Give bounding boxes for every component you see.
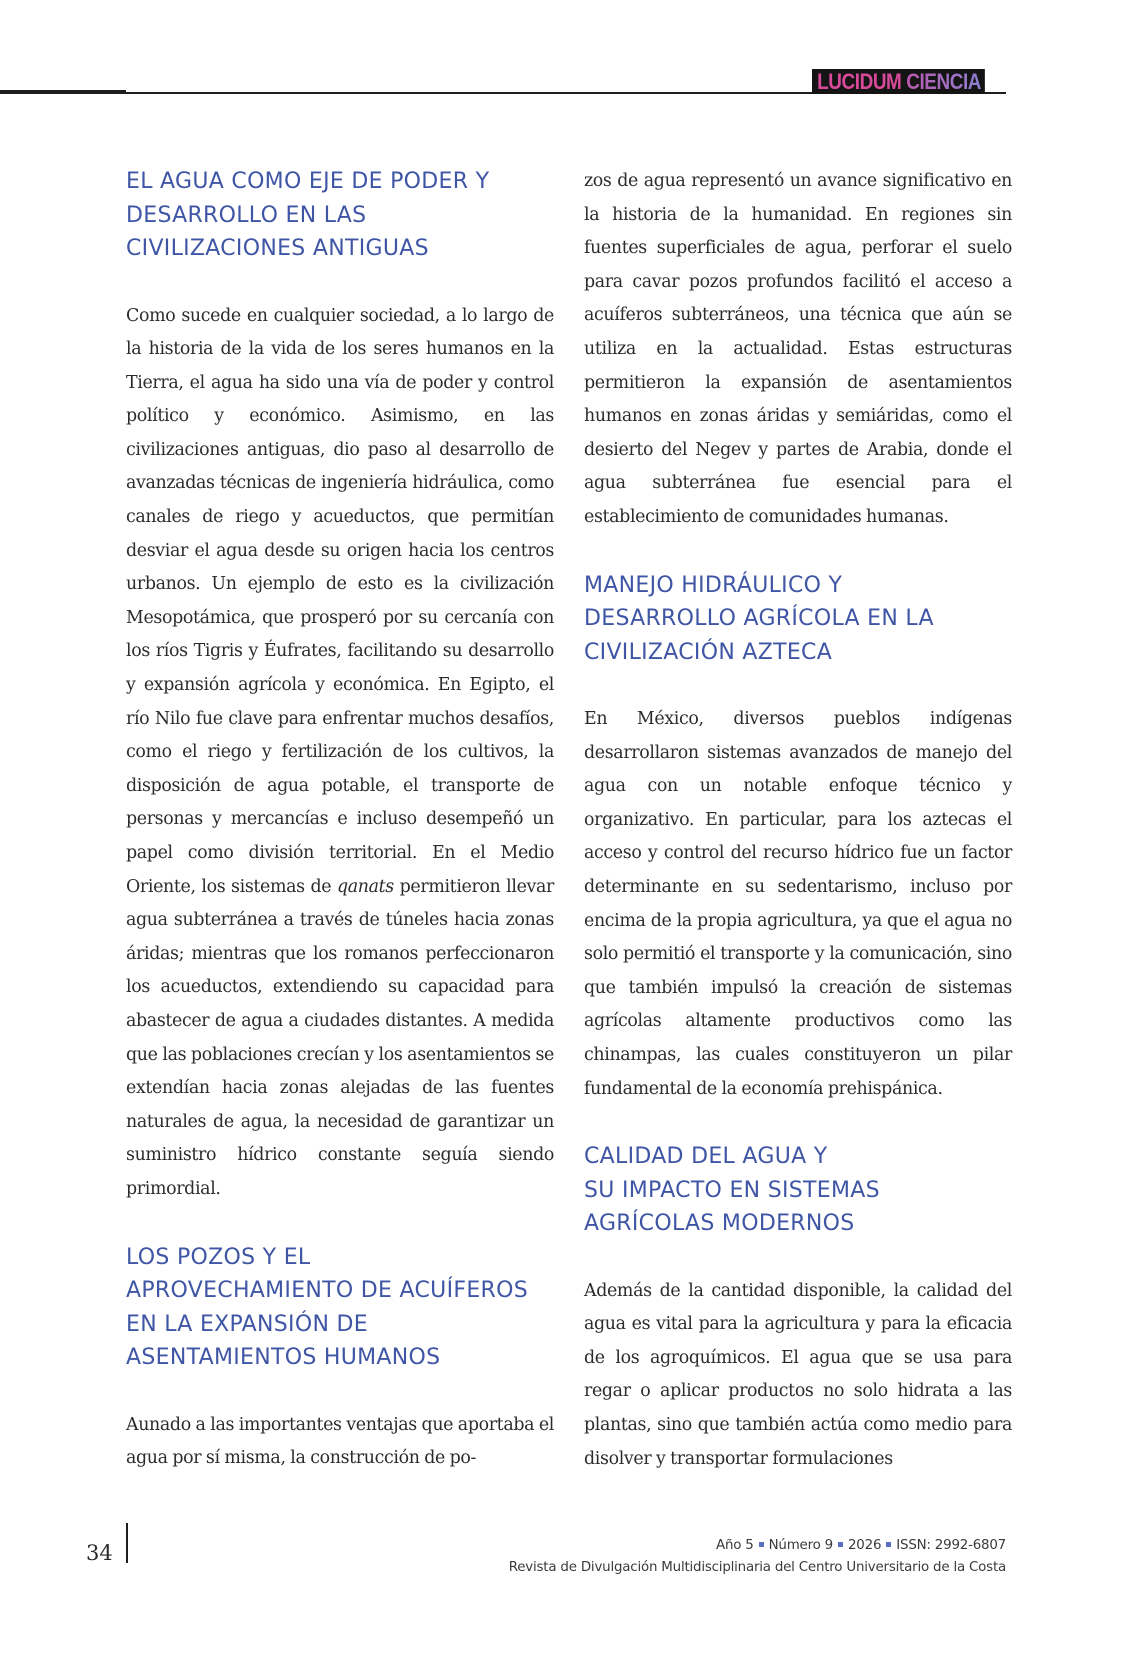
header-rule-thick bbox=[0, 90, 126, 94]
page-number: 34 bbox=[86, 1541, 113, 1565]
bullet-icon bbox=[886, 1542, 891, 1547]
section-heading-ancient-civilizations: EL AGUA COMO EJE DE PODER Y DESARROLLO EN LAS CIVILIZACIONES ANTIGUAS bbox=[126, 169, 490, 261]
journal-name: Revista de Divulgación Multidisciplinaria del Centro Universitario de la Costa bbox=[508, 1560, 1006, 1575]
footer-divider bbox=[126, 1523, 128, 1563]
body-paragraph: zos de agua representó un avance significativo en la historia de la humanidad. En regiones sin fuentes superficiales de agua, perforar el suelo para cavar pozos profundos facilitó el acceso a acuíferos subterráneos, una técnica que aún se utiliza en la actualidad. Estas estructuras permitieron la expansión de asentamientos humanos en zonas áridas y semiáridas, como el desierto del Negev y partes de Arabia, donde el agua subterránea fue esencial para el establecimiento de comunidades humanas. bbox=[584, 171, 1012, 527]
right-column bbox=[584, 165, 1012, 1476]
journal-logo bbox=[812, 69, 984, 94]
section-heading-aztec-hydraulics: MANEJO HIDRÁULICO Y DESARROLLO AGRÍCOLA EN LA CIVILIZACIÓN AZTECA bbox=[584, 572, 934, 665]
logo-word-lucidum: LUCIDUM bbox=[817, 69, 902, 94]
left-column bbox=[126, 165, 554, 1476]
footer-metadata bbox=[509, 1535, 1006, 1579]
body-paragraph: Aunado a las importantes ventajas que aportaba el agua por sí misma, la construcción de po- bbox=[126, 1414, 554, 1469]
body-paragraph: Como sucede en cualquier sociedad, a lo largo de la historia de la vida de los seres humanos en la Tierra, el agua ha sido una vía de poder y control político y económico. Asimismo, en las civilizaciones antiguas, dio paso al desarrollo de avanzadas técnicas de ingeniería hidráulica, como canales de riego y acueductos, que permitían desviar el agua desde su origen hacia los centros urbanos. Un ejemplo de esto es la civilización Mesopotámica, que prosperó por su cercanía con los ríos Tigris y Éufrates, facilitando su desarrollo y expansión agrícola y económica. En Egipto, el río Nilo fue clave para enfrentar muchos desafíos, como el riego y fertilización de los cultivos, la disposición de agua potable, el transporte de personas y mercancías e incluso desempeñó un papel como división territorial. En el Medio Oriente, los sistemas de qanats permitieron llevar agua subterránea a través de túneles hacia zonas áridas; mientras que los romanos perfeccionaron los acueductos, extendiendo su capacidad para abastecer de agua a ciudades distantes. A medida que las poblaciones crecían y los asentamientos se extendían hacia zonas alejadas de las fuentes naturales de agua, la necesidad de garantizar un suministro hídrico constante seguía siendo primordial. bbox=[126, 305, 554, 1199]
bullet-icon bbox=[838, 1542, 843, 1547]
section-heading-water-quality: CALIDAD DEL AGUA Y SU IMPACTO EN SISTEMAS AGRÍCOLAS MODERNOS bbox=[584, 1144, 880, 1237]
issue-info: Año 5 Número 9 2026 ISSN: 2992-6807 bbox=[715, 1538, 1006, 1553]
italic-term: qanats bbox=[336, 876, 394, 897]
body-paragraph: Además de la cantidad disponible, la calidad del agua es vital para la agricultura y para la eficacia de los agroquímicos. El agua que se usa para regar o aplicar productos no solo hidrata a las plantas, sino que también actúa como medio para disolver y transportar formulaciones bbox=[584, 1280, 1012, 1469]
section-heading-wells-aquifers: LOS POZOS Y EL APROVECHAMIENTO DE ACUÍFEROS EN LA EXPANSIÓN DE ASENTAMIENTOS HUMANOS bbox=[126, 1244, 528, 1371]
bullet-icon bbox=[759, 1542, 764, 1547]
body-paragraph: En México, diversos pueblos indígenas desarrollaron sistemas avanzados de manejo del agua con un notable enfoque técnico y organizativo. En particular, para los aztecas el acceso y control del recurso hídrico fue un factor determinante en su sedentarismo, incluso por encima de la propia agricultura, ya que el agua no solo permitió el transporte y la comunicación, sino que también impulsó la creación de sistemas agrícolas altamente productivos como las chinampas, las cuales constituyeron un pilar fundamental de la economía prehispánica. bbox=[584, 709, 1012, 1099]
logo-word-ciencia: CIENCIA bbox=[906, 69, 982, 94]
